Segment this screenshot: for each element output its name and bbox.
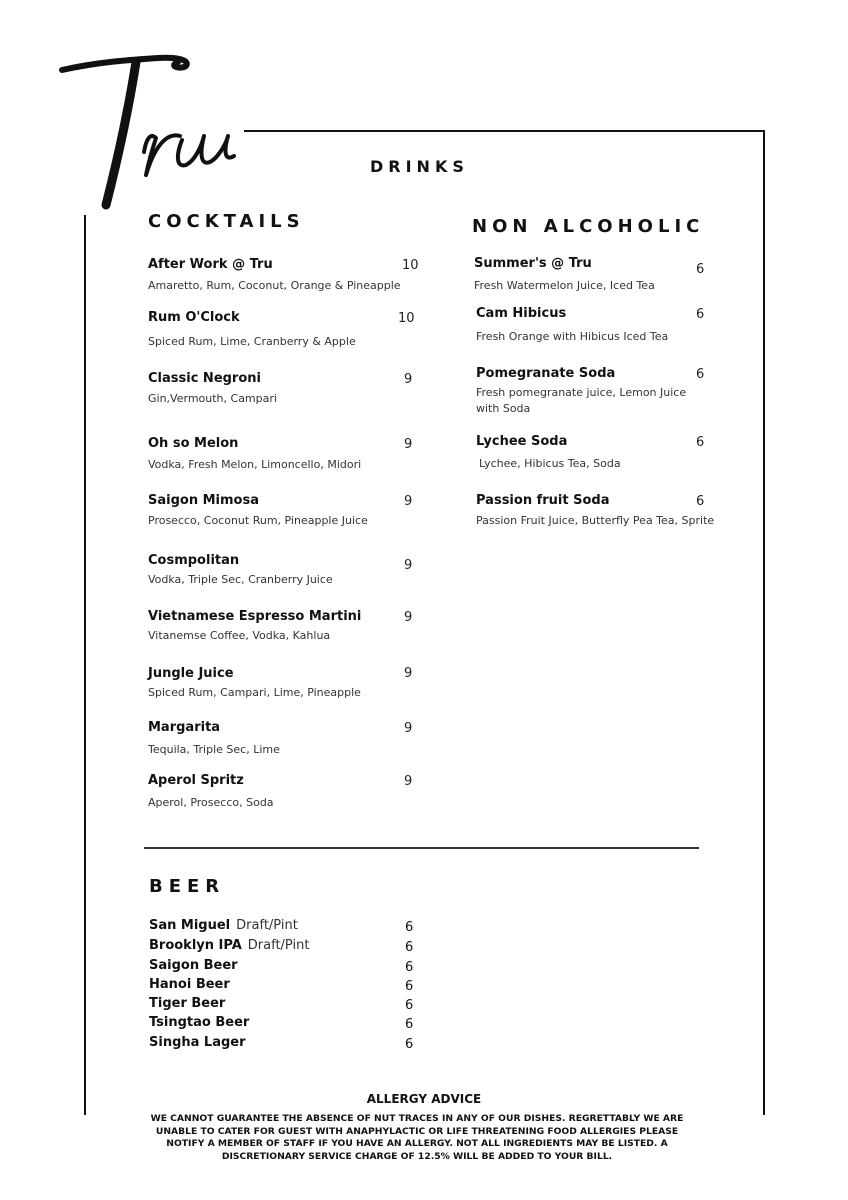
beer-item <box>149 918 419 936</box>
item-price: 10 <box>398 311 415 326</box>
item-description: Lychee, Hibicus Tea, Soda <box>479 457 621 470</box>
item-price: 9 <box>404 666 413 681</box>
item-name: Margarita <box>148 720 221 735</box>
item-price: 6 <box>405 998 414 1013</box>
item-name: Saigon Beer <box>149 958 238 973</box>
frame-left-line <box>84 215 86 1115</box>
item-name: Lychee Soda <box>476 434 568 449</box>
section-divider <box>144 847 699 849</box>
allergy-text: WE CANNOT GUARANTEE THE ABSENCE OF NUT TRACES IN ANY OF OUR DISHES. REGRETTABLY WE ARE UNABLE TO CATER FOR GUEST WITH ANAPHYLACTIC OR LIFE THREATENING FOOD ALLERGIES PLEASE NOTIFY A MEMBER OF STAFF IF YOU HAVE AN ALLERGY. NOT ALL INGREDIENTS MAY BE LISTED. A DISCRETIONARY SERVICE CHARGE OF 12.5% WILL BE ADDED TO YOUR BILL. <box>150 1113 684 1162</box>
frame-top-line <box>244 130 765 132</box>
item-name: Aperol Spritz <box>148 773 244 788</box>
item-price: 6 <box>696 367 705 382</box>
item-price: 9 <box>404 494 413 509</box>
item-price: 6 <box>696 307 705 322</box>
beer-item <box>149 1015 419 1033</box>
beer-item <box>149 977 419 995</box>
item-price: 6 <box>696 435 705 450</box>
item-name: Tsingtao Beer <box>149 1015 250 1030</box>
item-description: Vodka, Triple Sec, Cranberry Juice <box>148 573 333 586</box>
item-name: Oh so Melon <box>148 436 239 451</box>
item-name: Cam Hibicus <box>476 306 567 321</box>
item-name: Brooklyn IPA <box>149 938 242 953</box>
item-name: Summer's @ Tru <box>474 256 592 271</box>
frame-right-line <box>763 130 765 1115</box>
item-name: Cosmpolitan <box>148 553 240 568</box>
allergy-title: ALLERGY ADVICE <box>366 1092 482 1106</box>
item-price: 6 <box>696 262 705 277</box>
item-description: Spiced Rum, Campari, Lime, Pineapple <box>148 686 361 699</box>
non-alcoholic-heading: NON ALCOHOLIC <box>472 216 705 237</box>
item-name: Jungle Juice <box>148 666 234 681</box>
item-price: 10 <box>402 258 419 273</box>
item-description: Fresh Orange with Hibicus Iced Tea <box>476 330 669 343</box>
beer-item <box>149 1035 419 1053</box>
item-name: Singha Lager <box>149 1035 246 1050</box>
item-price: 6 <box>405 1017 414 1032</box>
item-size: Draft/Pint <box>247 938 310 953</box>
item-price: 6 <box>405 960 414 975</box>
cocktails-heading: COCKTAILS <box>148 211 305 232</box>
beer-heading: BEER <box>149 876 226 897</box>
tru-logo <box>58 40 248 215</box>
beer-item <box>149 996 419 1014</box>
item-name: Pomegranate Soda <box>476 366 616 381</box>
item-name: Rum O'Clock <box>148 310 240 325</box>
item-name: San Miguel <box>149 918 231 933</box>
item-name: Classic Negroni <box>148 371 261 386</box>
item-description: Fresh Watermelon Juice, Iced Tea <box>474 279 655 292</box>
item-price: 6 <box>405 1037 414 1052</box>
item-description: Aperol, Prosecco, Soda <box>148 796 274 809</box>
item-description: Gin,Vermouth, Campari <box>148 392 277 405</box>
item-description: Spiced Rum, Lime, Cranberry & Apple <box>148 335 356 348</box>
item-price: 9 <box>404 721 413 736</box>
item-description: Amaretto, Rum, Coconut, Orange & Pineapple <box>148 279 401 292</box>
item-name: Tiger Beer <box>149 996 226 1011</box>
item-price: 9 <box>404 372 413 387</box>
item-price: 9 <box>404 610 413 625</box>
item-name: Hanoi Beer <box>149 977 230 992</box>
beer-item <box>149 958 419 976</box>
item-description: Vodka, Fresh Melon, Limoncello, Midori <box>148 458 362 471</box>
item-size: Draft/Pint <box>236 918 298 933</box>
item-description: Vitanemse Coffee, Vodka, Kahlua <box>148 629 331 642</box>
item-price: 9 <box>404 774 413 789</box>
item-price: 9 <box>404 558 413 573</box>
item-price: 6 <box>405 940 414 955</box>
item-price: 6 <box>405 920 414 935</box>
item-name: Vietnamese Espresso Martini <box>148 609 362 624</box>
item-name: Saigon Mimosa <box>148 493 259 508</box>
item-price: 6 <box>696 494 705 509</box>
item-name: After Work @ Tru <box>148 257 273 272</box>
item-price: 9 <box>404 437 413 452</box>
page-title: DRINKS <box>370 157 469 176</box>
item-description: Passion Fruit Juice, Butterfly Pea Tea, Sprite <box>476 514 715 527</box>
item-name: Passion fruit Soda <box>476 493 610 508</box>
item-description: Prosecco, Coconut Rum, Pineapple Juice <box>148 514 368 527</box>
beer-item <box>149 938 419 956</box>
item-description: Tequila, Triple Sec, Lime <box>148 743 280 756</box>
item-price: 6 <box>405 979 414 994</box>
item-description: Fresh pomegranate juice, Lemon Juice with Soda <box>476 386 687 415</box>
